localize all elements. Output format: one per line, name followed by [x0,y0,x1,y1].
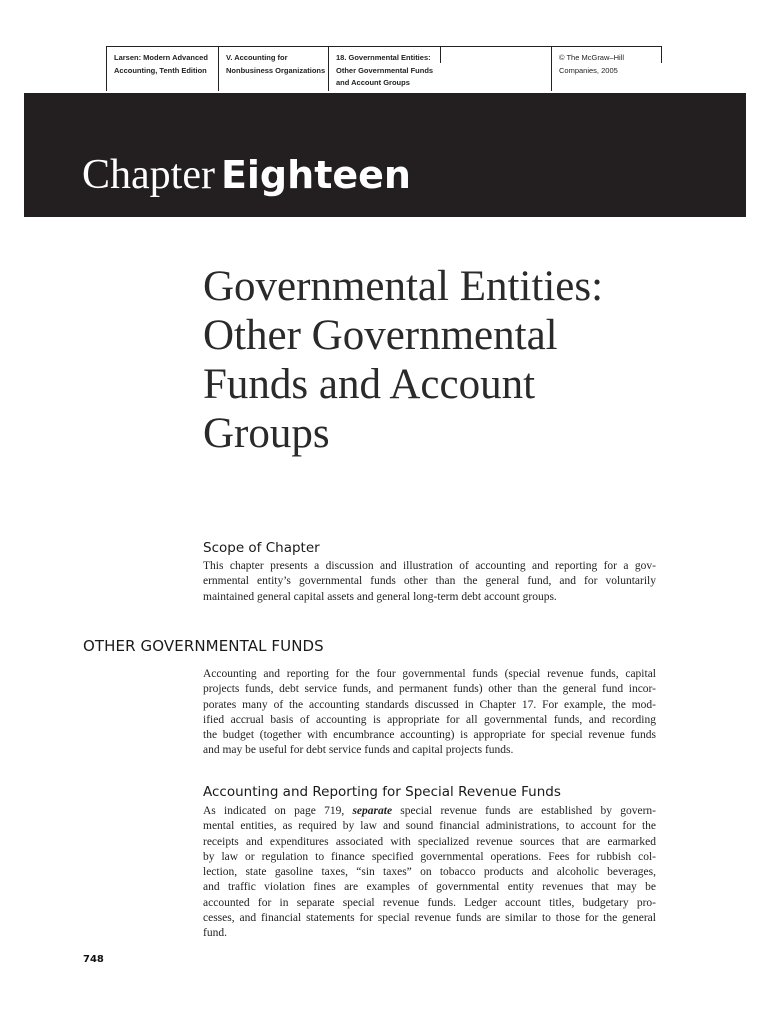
chapter-banner [24,93,746,217]
text-line: receipts and expenditures associated with specialized revenue sources that are earmarked [203,835,656,848]
subsection-heading: Accounting and Reporting for Special Revenue Funds [203,784,561,800]
section-heading: OTHER GOVERNMENTAL FUNDS [83,637,324,655]
scope-heading: Scope of Chapter [203,540,320,556]
header-book-title [106,47,218,91]
chapter-title-line: Governmental Entities: [203,263,604,310]
text-line: by law or regulation to finance specified governmental operations. Fees for rubbish col- [203,850,656,863]
chapter-number: Eighteen [220,153,411,197]
text-line: Accounting and reporting for the four governmental funds (special revenue funds, capital [203,668,656,680]
header-text: Larsen: Modern Advanced [114,53,208,62]
section-paragraph [203,667,656,759]
running-header [106,46,662,91]
chapter-title-line: Groups [203,410,330,457]
text-line: the budget (together with encumbrance accounting) is appropriate for special revenue funds [203,729,656,742]
text-line: This chapter presents a discussion and illustration of accounting and reporting for a gov- [203,560,656,572]
header-text: Nonbusiness Organizations [226,65,326,75]
header-divider [440,47,441,63]
text-line: cesses, and financial statements for special revenue funds are similar to those for the general [203,912,656,925]
header-copyright [551,47,661,91]
header-text: © The McGraw–Hill [559,53,624,62]
text-line: ified accrual basis of accounting is appropriate for all governmental funds, and recording [203,713,656,726]
scope-paragraph [203,559,656,605]
header-text: Accounting, Tenth Edition [114,65,207,75]
subsection-paragraph [203,804,656,942]
text-line: and may be useful for debt service funds and capital projects funds. [203,744,514,757]
text-line: and traffic violation fines are examples of governmental entity revenues that may be [203,881,656,894]
emphasis-text: separate [352,805,393,817]
header-text: 18. Governmental Entities: [336,53,431,62]
header-text: Other Governmental Funds [336,65,434,75]
page-number: 748 [83,954,104,965]
header-part [218,47,328,91]
text-line: fund. [203,927,227,940]
chapter-heading [82,145,411,214]
header-text: V. Accounting for [226,53,288,62]
chapter-title-line: Other Governmental [203,312,558,359]
text-line: maintained general capital assets and general long-term debt account groups. [203,590,557,603]
text-line: mental entities, as required by law and sound financial administrations, to account for the [203,820,656,833]
text-line: lection, state gasoline taxes, “sin taxes” on tobacco products and alcoholic beverages, [203,866,656,879]
text-fragment: special revenue funds are established by govern- [392,805,656,817]
text-line: porates many of the accounting standards discussed in Chapter 17. For example, the mod- [203,698,656,711]
header-text: and Account Groups [336,78,410,87]
header-text: Companies, 2005 [559,65,618,75]
header-chapter [328,47,440,91]
header-divider [661,47,662,63]
chapter-title [203,262,723,458]
text-line: accounted for in separate special revenue funds. Ledger account titles, budgetary pro- [203,896,656,909]
text-line: ernmental entity’s governmental funds other than the general fund, and for voluntarily [203,575,656,588]
text-line: projects funds, debt service funds, and permanent funds) other than the general fund incor- [203,683,656,696]
chapter-word: Chapter [82,152,215,198]
chapter-title-line: Funds and Account [203,361,536,408]
text-fragment: As indicated on page 719, [203,805,353,817]
text-line [203,804,656,819]
